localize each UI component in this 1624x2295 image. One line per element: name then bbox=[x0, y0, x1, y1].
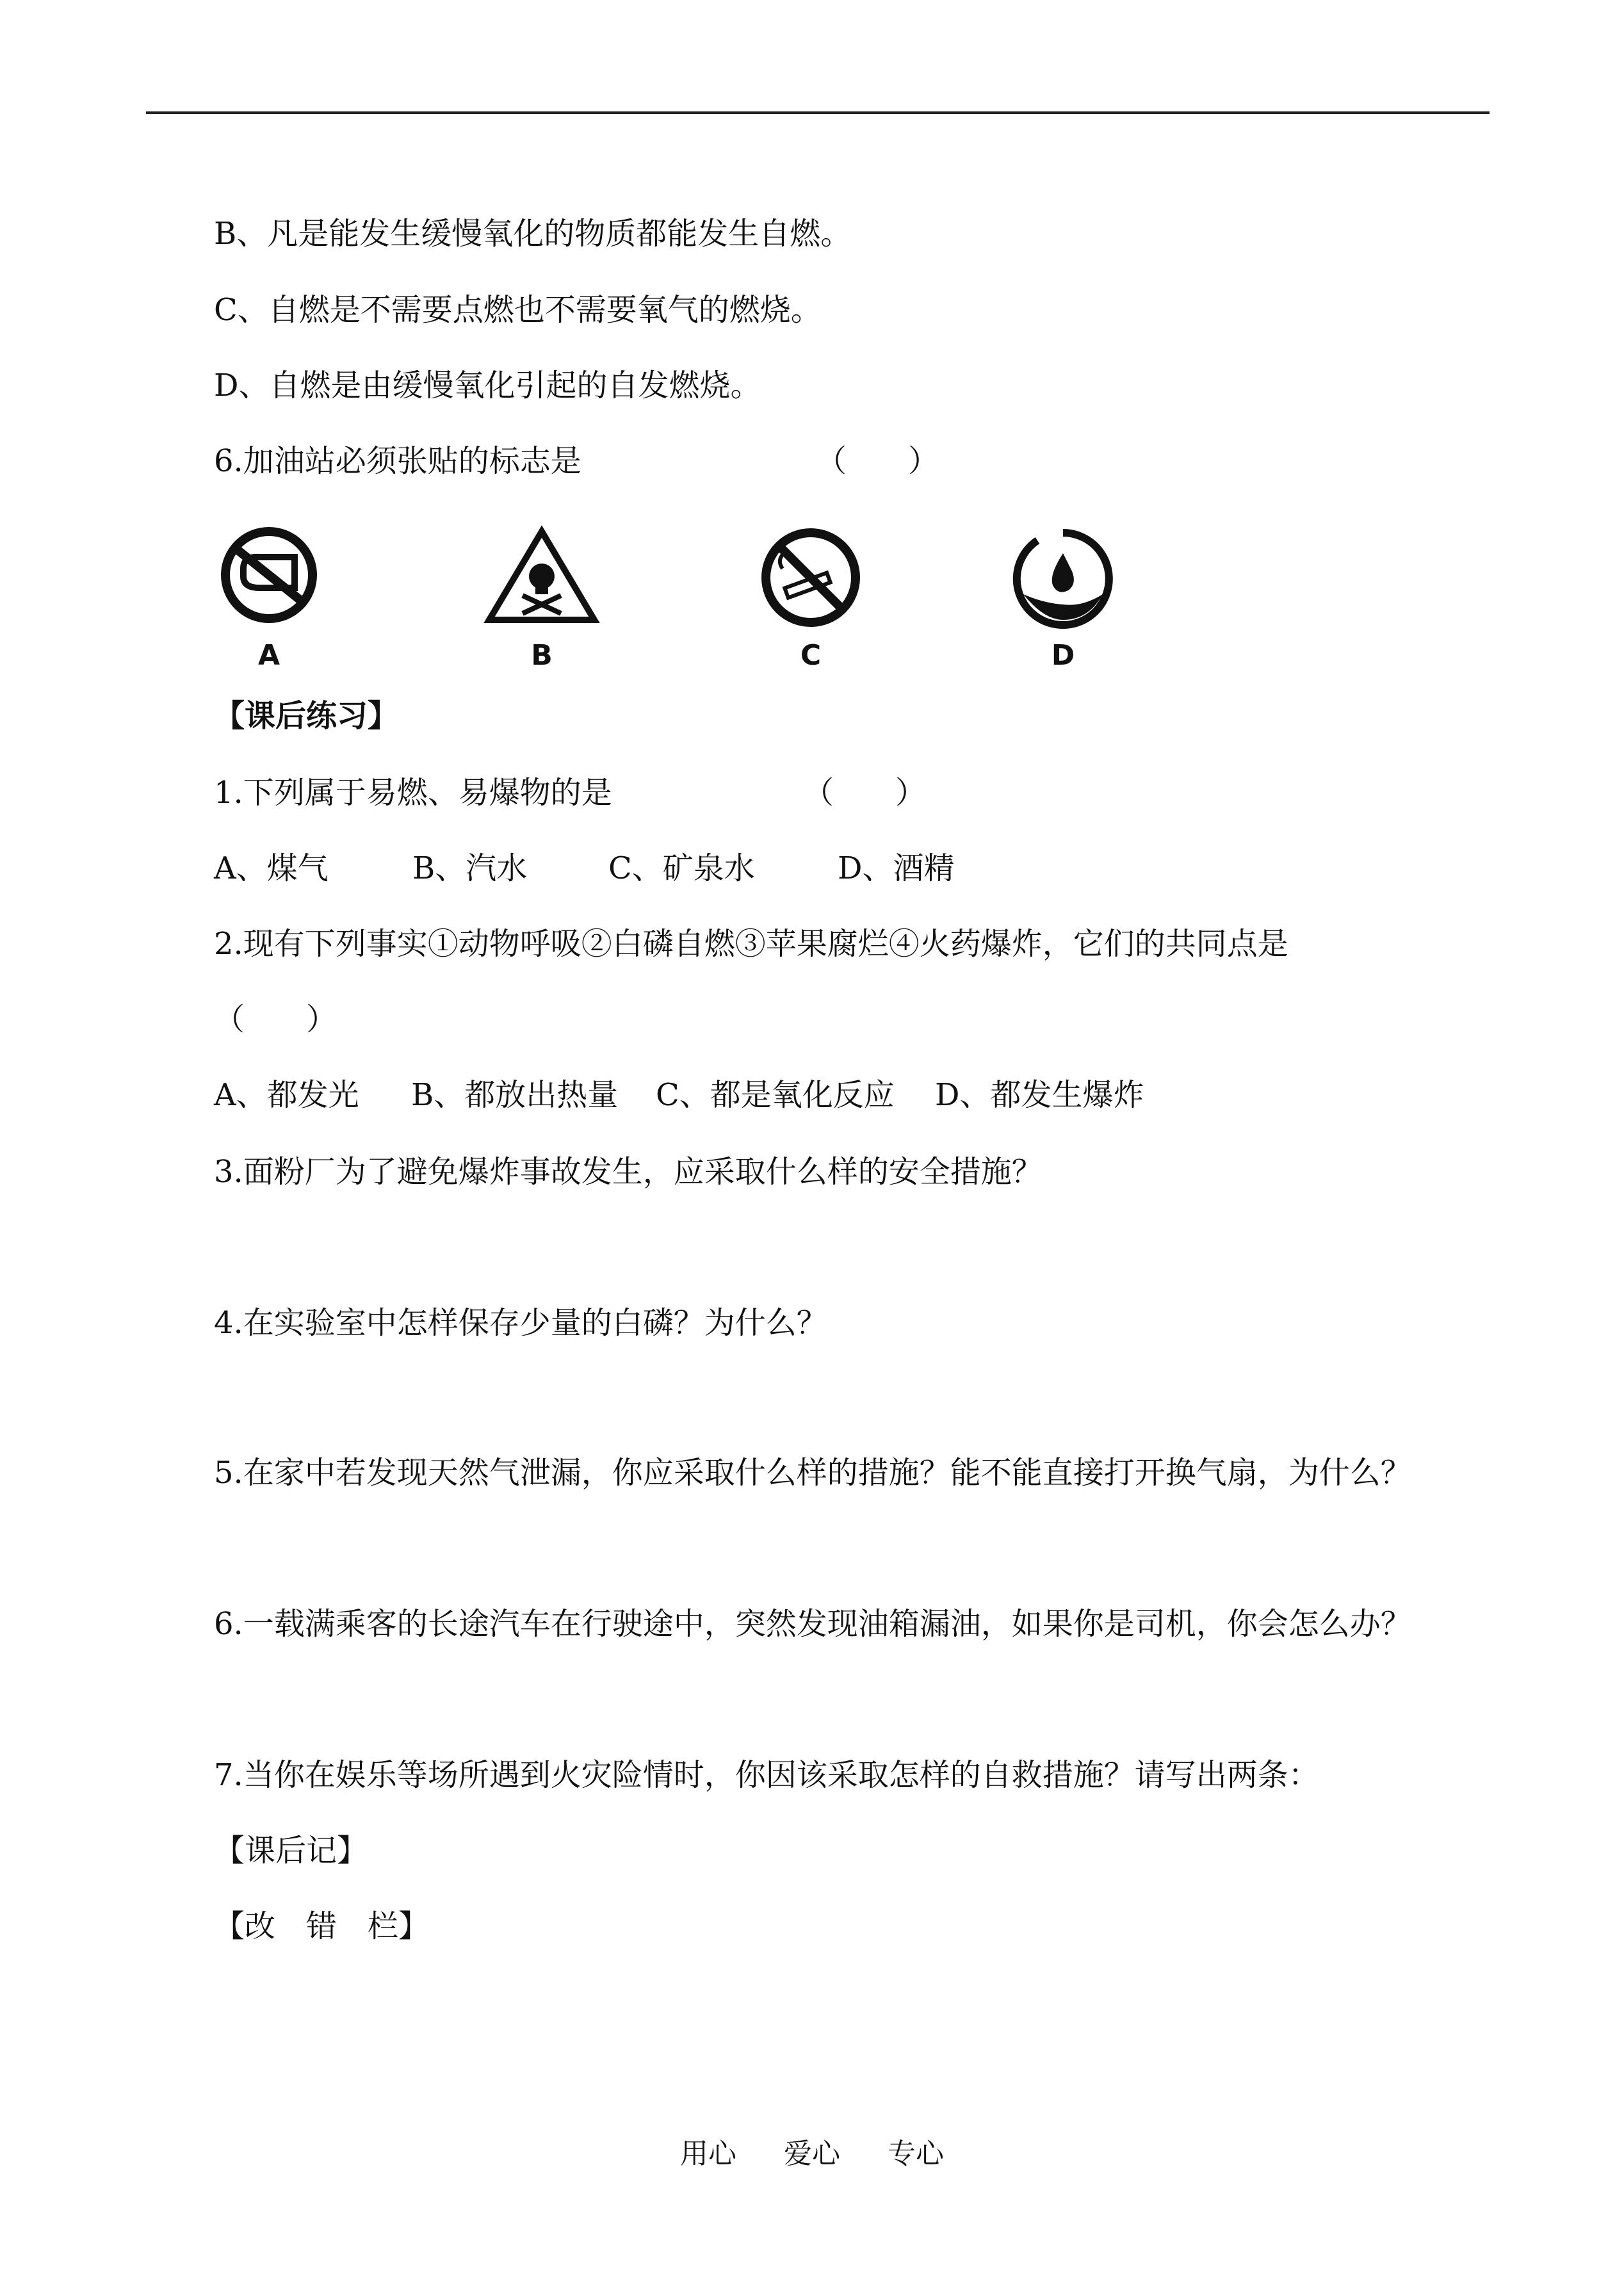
footer-word-2: 爱心 bbox=[784, 2137, 840, 2170]
water-conservation-icon bbox=[999, 524, 1127, 639]
q2-option-c[interactable]: C、都是氧化反应 bbox=[656, 1077, 895, 1113]
no-horn-icon bbox=[205, 524, 333, 639]
practice-q2: 2.现有下列事实①动物呼吸②白磷自燃③苹果腐烂④火药爆炸，它们的共同点是 bbox=[214, 926, 1288, 962]
footer-word-1: 用心 bbox=[680, 2137, 736, 2170]
option-c: C、自燃是不需要点燃也不需要氧气的燃烧。 bbox=[214, 292, 822, 328]
sign-c-letter: C bbox=[800, 639, 822, 672]
footer-word-3: 专心 bbox=[888, 2137, 944, 2170]
sign-b-letter: B bbox=[531, 639, 553, 672]
option-b: B、凡是能发生缓慢氧化的物质都能发生自燃。 bbox=[214, 216, 852, 252]
practice-q2-paren: （ ） bbox=[214, 1002, 337, 1037]
header-rule bbox=[146, 111, 1490, 114]
sign-b bbox=[478, 524, 606, 690]
q1-option-a[interactable]: A、煤气 bbox=[214, 850, 329, 886]
option-d: D、自燃是由缓慢氧化引起的自发燃烧。 bbox=[214, 368, 761, 403]
footer bbox=[0, 2136, 1624, 2172]
q2-option-b[interactable]: B、都放出热量 bbox=[411, 1077, 619, 1113]
notes-header: 【课后记】 bbox=[214, 1833, 368, 1869]
no-smoking-icon bbox=[747, 524, 875, 639]
sign-a-letter: A bbox=[257, 639, 280, 672]
practice-header: 【课后练习】 bbox=[214, 698, 399, 734]
sign-c bbox=[747, 524, 875, 690]
practice-q4: 4.在实验室中怎样保存少量的白磷？为什么？ bbox=[214, 1305, 827, 1341]
practice-q5: 5.在家中若发现天然气泄漏，你应采取什么样的措施？能不能直接打开换气扇，为什么？ bbox=[214, 1455, 1411, 1491]
poison-skull-icon bbox=[478, 524, 606, 639]
practice-q7: 7.当你在娱乐等场所遇到火灾险情时，你因该采取怎样的自救措施？请写出两条： bbox=[214, 1757, 1319, 1793]
practice-q1: 1.下列属于易燃、易爆物的是 （ ） bbox=[214, 775, 927, 811]
q2-option-d[interactable]: D、都发生爆炸 bbox=[935, 1077, 1144, 1113]
sign-a bbox=[205, 524, 333, 690]
q1-option-c[interactable]: C、矿泉水 bbox=[608, 850, 755, 886]
question-6-prev: 6.加油站必须张贴的标志是 （ ） bbox=[214, 443, 939, 479]
sign-d bbox=[999, 524, 1127, 690]
practice-q6: 6.一载满乘客的长途汽车在行驶途中，突然发现油箱漏油，如果你是司机，你会怎么办？ bbox=[214, 1606, 1411, 1642]
q2-option-a[interactable]: A、都发光 bbox=[214, 1077, 359, 1113]
practice-q3: 3.面粉厂为了避免爆炸事故发生，应采取什么样的安全措施？ bbox=[214, 1154, 1043, 1190]
q1-option-d[interactable]: D、酒精 bbox=[838, 850, 955, 886]
correction-header: 【改 错 栏】 bbox=[214, 1908, 430, 1944]
q1-option-b[interactable]: B、汽水 bbox=[412, 850, 528, 886]
sign-d-letter: D bbox=[1051, 639, 1075, 672]
